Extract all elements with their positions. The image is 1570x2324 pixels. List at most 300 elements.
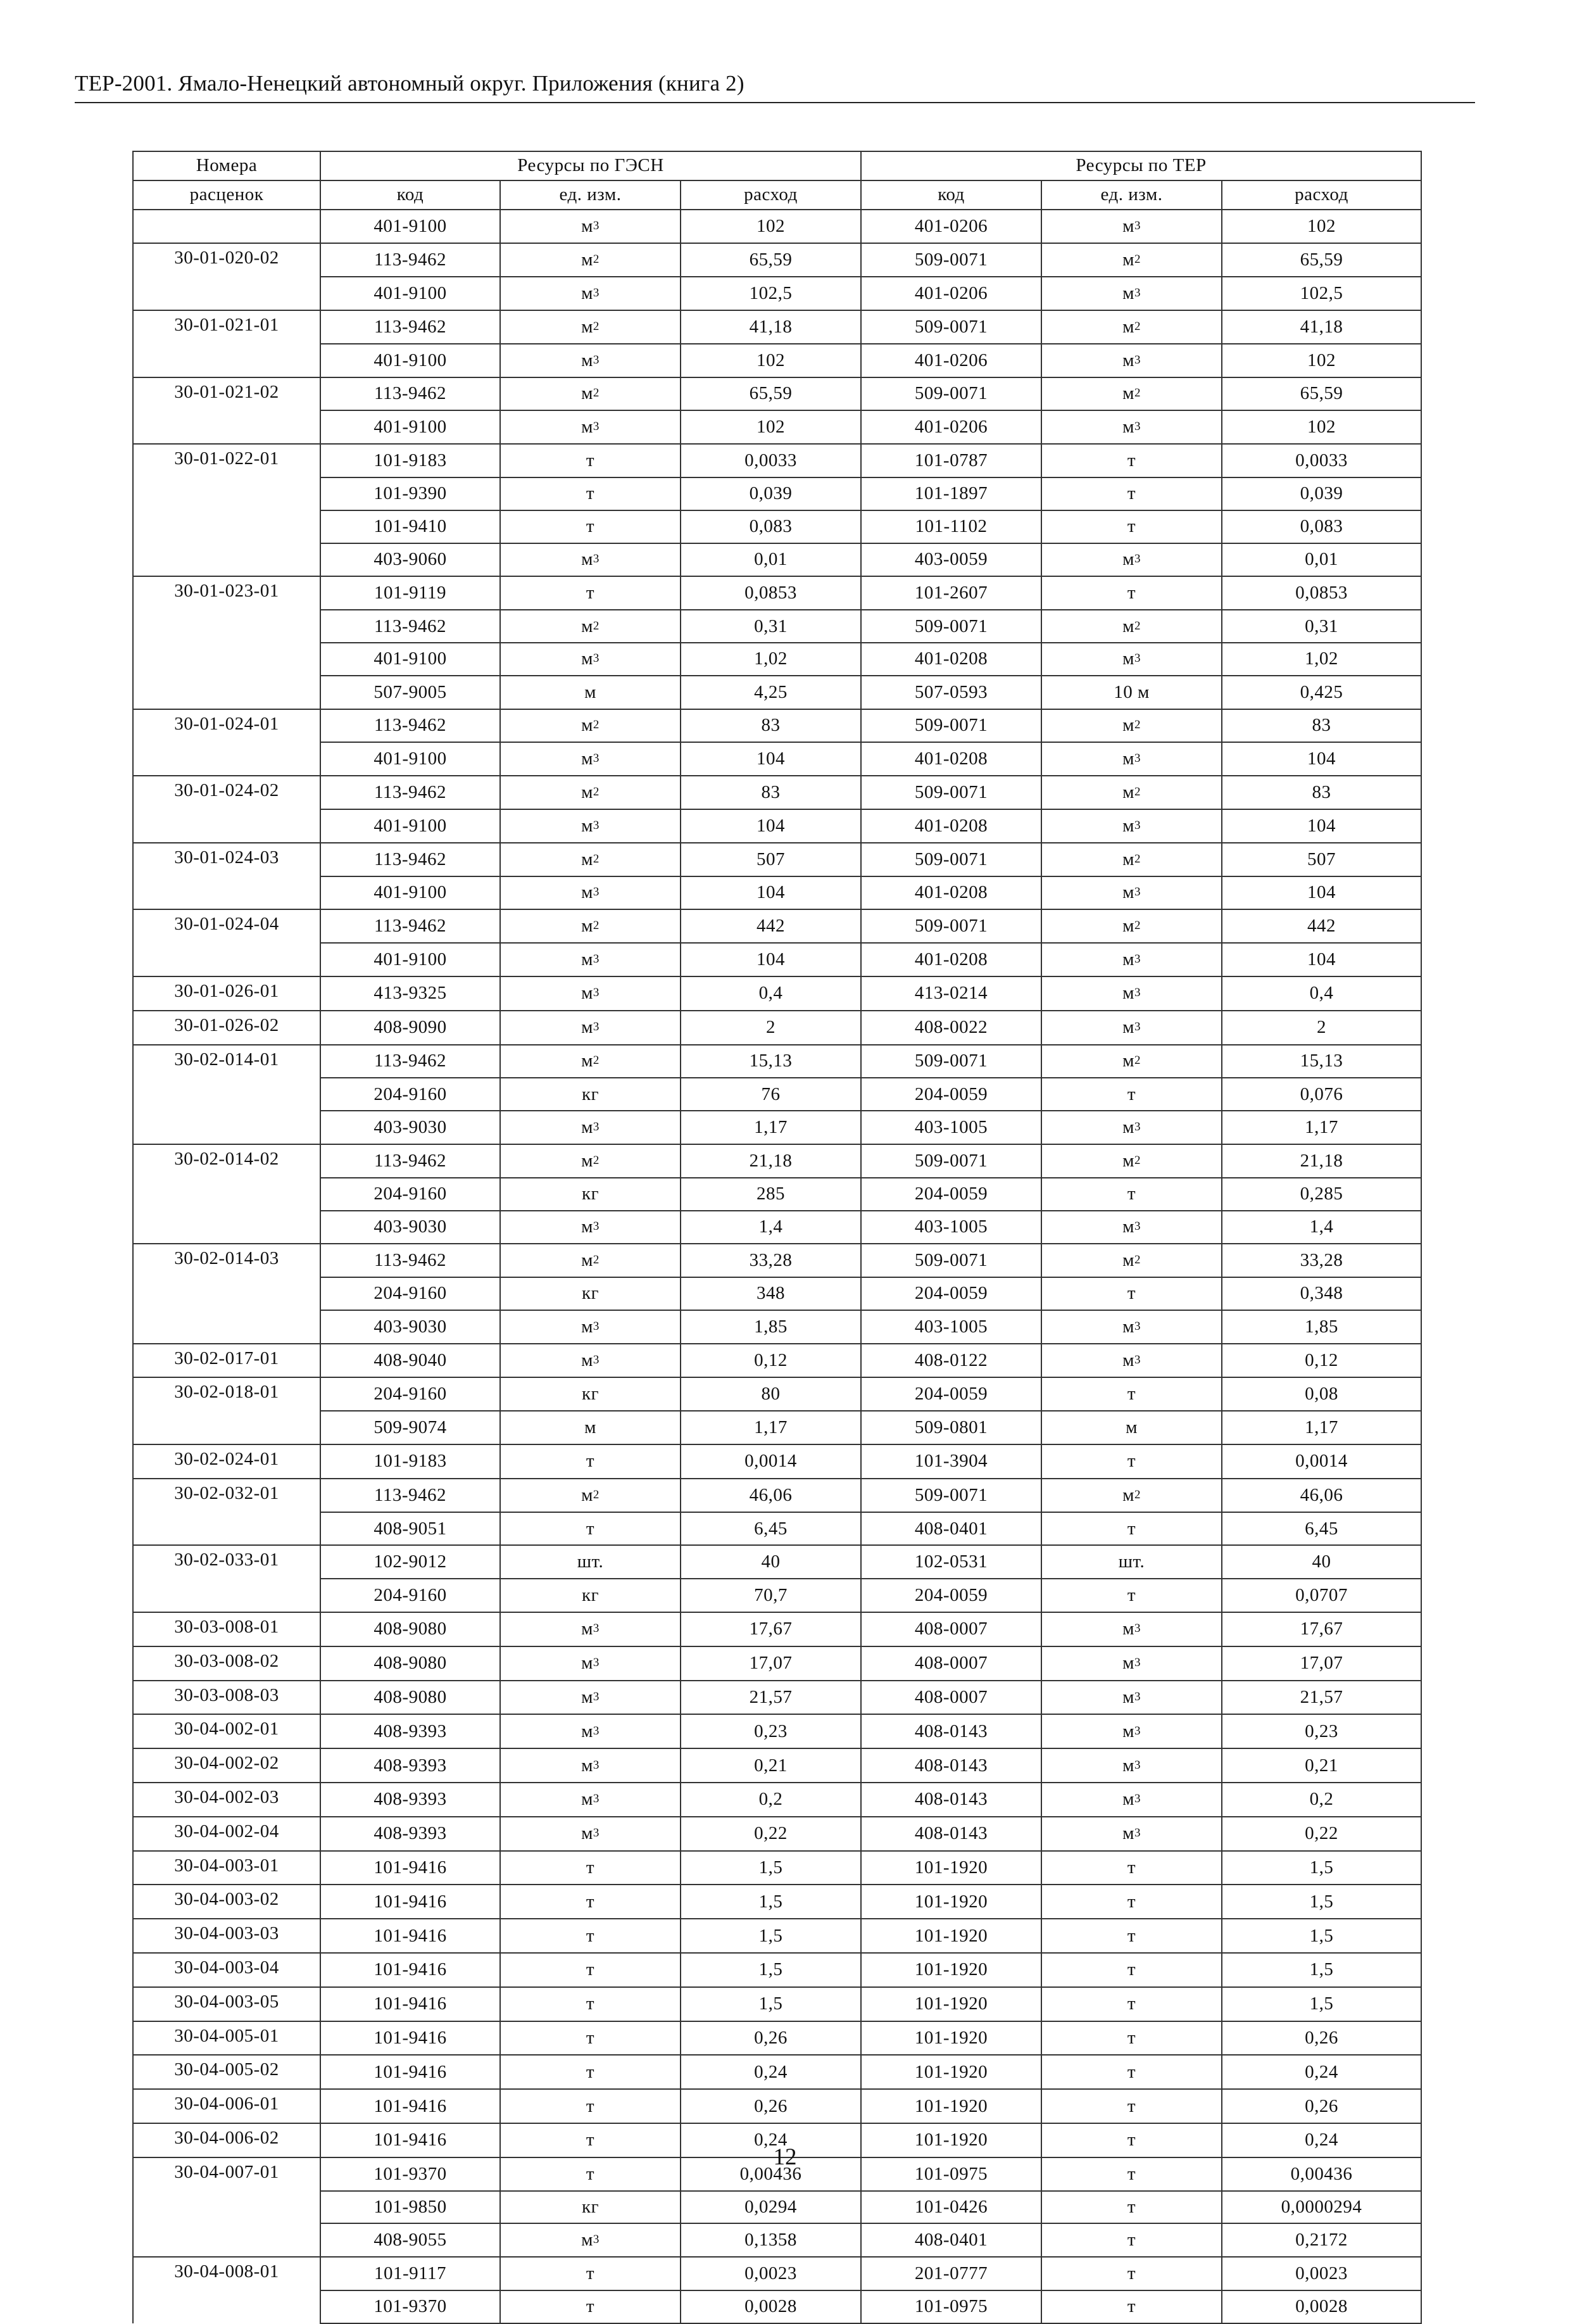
cell-ter-unit: $м^2$ — [1041, 1244, 1222, 1277]
cell-ter-unit: т — [1041, 2089, 1222, 2123]
cell-gesn-consumption: 348 — [681, 1277, 861, 1310]
cell-ter-code: 101-1897 — [861, 477, 1041, 510]
table-row — [133, 2021, 1421, 2056]
cell-ter-unit: т — [1041, 1953, 1222, 1987]
cell-gesn-code: 408-9040 — [320, 1344, 500, 1378]
cell-ter-unit: т — [1041, 444, 1222, 477]
cell-ter-consumption: 0,425 — [1222, 676, 1421, 709]
table-row — [133, 1111, 1421, 1144]
cell-ter-consumption: 0,26 — [1222, 2021, 1421, 2056]
cell-gesn-consumption: 104 — [681, 809, 861, 843]
cell-rate-number: 30-04-005-02 — [133, 2055, 320, 2089]
cell-ter-consumption: 0,23 — [1222, 1714, 1421, 1748]
cell-ter-consumption: 21,57 — [1222, 1681, 1421, 1715]
table-row — [133, 1714, 1421, 1748]
cell-gesn-code: 413-9325 — [320, 976, 500, 1011]
cell-gesn-consumption: 15,13 — [681, 1045, 861, 1078]
cell-rate-number: 30-03-008-01 — [133, 1612, 320, 1646]
cell-gesn-consumption: 102 — [681, 410, 861, 444]
cell-ter-unit: $м^3$ — [1041, 210, 1222, 244]
cell-gesn-code: 204-9160 — [320, 1579, 500, 1612]
cell-ter-code: 403-1005 — [861, 1211, 1041, 1244]
cell-ter-code: 101-0787 — [861, 444, 1041, 477]
cell-gesn-unit: $м^2$ — [500, 843, 681, 876]
cell-rate-number: 30-01-022-01 — [133, 444, 320, 477]
table-row — [133, 2257, 1421, 2290]
cell-rate-number: 30-01-024-04 — [133, 909, 320, 943]
cell-gesn-code: 408-9393 — [320, 1714, 500, 1748]
cell-gesn-unit: т — [500, 2290, 681, 2323]
table-row — [133, 1144, 1421, 1178]
cell-gesn-consumption: 1,5 — [681, 1919, 861, 1953]
cell-gesn-unit: т — [500, 2257, 681, 2290]
cell-ter-consumption: 0,2 — [1222, 1783, 1421, 1817]
cell-gesn-consumption: 0,12 — [681, 1344, 861, 1378]
cell-ter-unit: $м^2$ — [1041, 377, 1222, 411]
cell-ter-consumption: 0,31 — [1222, 610, 1421, 643]
cell-ter-unit: т — [1041, 1885, 1222, 1919]
cell-gesn-code: 408-9055 — [320, 2223, 500, 2257]
cell-ter-consumption: 65,59 — [1222, 377, 1421, 411]
cell-ter-consumption: 0,083 — [1222, 510, 1421, 543]
cell-ter-unit: т — [1041, 1851, 1222, 1885]
cell-ter-unit: т — [1041, 2055, 1222, 2089]
cell-gesn-consumption: 33,28 — [681, 1244, 861, 1277]
cell-gesn-unit: $м^3$ — [500, 876, 681, 910]
table-row — [133, 277, 1421, 310]
table-row — [133, 210, 1421, 244]
cell-gesn-consumption: 80 — [681, 1377, 861, 1411]
cell-ter-consumption: 442 — [1222, 909, 1421, 943]
cell-ter-unit: т — [1041, 2223, 1222, 2257]
cell-gesn-unit: т — [500, 1953, 681, 1987]
table-row — [133, 2223, 1421, 2257]
table-row — [133, 2191, 1421, 2224]
table-row — [133, 1277, 1421, 1310]
cell-gesn-unit: м — [500, 1411, 681, 1444]
cell-ter-consumption: 0,0014 — [1222, 1444, 1421, 1479]
cell-ter-code: 401-0208 — [861, 876, 1041, 910]
cell-gesn-consumption: 0,1358 — [681, 2223, 861, 2257]
cell-ter-code: 408-0143 — [861, 1748, 1041, 1783]
cell-ter-unit: $м^2$ — [1041, 843, 1222, 876]
cell-gesn-consumption: 102,5 — [681, 277, 861, 310]
cell-gesn-code: 401-9100 — [320, 210, 500, 244]
cell-rate-number: 30-02-032-01 — [133, 1479, 320, 1512]
cell-ter-consumption: 0,0028 — [1222, 2290, 1421, 2323]
cell-gesn-code: 408-9090 — [320, 1011, 500, 1045]
cell-ter-unit: т — [1041, 576, 1222, 610]
table-row — [133, 1987, 1421, 2021]
cell-ter-code: 101-0426 — [861, 2191, 1041, 2224]
cell-gesn-unit: т — [500, 2089, 681, 2123]
cell-gesn-consumption: 17,67 — [681, 1612, 861, 1646]
cell-gesn-code: 408-9080 — [320, 1646, 500, 1681]
cell-gesn-unit: кг — [500, 1579, 681, 1612]
cell-ter-consumption: 0,24 — [1222, 2123, 1421, 2157]
cell-ter-code: 204-0059 — [861, 1178, 1041, 1211]
cell-ter-consumption: 104 — [1222, 809, 1421, 843]
header-gesn-consumption: расход — [681, 180, 861, 210]
cell-gesn-unit: кг — [500, 1277, 681, 1310]
cell-ter-consumption: 17,07 — [1222, 1646, 1421, 1681]
cell-ter-unit: $м^3$ — [1041, 742, 1222, 776]
cell-rate-number: 30-04-003-01 — [133, 1851, 320, 1885]
table-row — [133, 1211, 1421, 1244]
cell-rate-number: 30-02-014-03 — [133, 1244, 320, 1277]
cell-ter-code: 401-0208 — [861, 643, 1041, 676]
header-ter-consumption: расход — [1222, 180, 1421, 210]
cell-ter-unit: $м^2$ — [1041, 243, 1222, 277]
cell-ter-unit: т — [1041, 1987, 1222, 2021]
cell-ter-unit: т — [1041, 510, 1222, 543]
table-row — [133, 1045, 1421, 1078]
cell-rate-number — [133, 277, 320, 310]
table-row — [133, 1310, 1421, 1344]
cell-ter-unit: $м^2$ — [1041, 310, 1222, 344]
cell-ter-unit: т — [1041, 2257, 1222, 2290]
cell-rate-number — [133, 2191, 320, 2224]
table-row — [133, 576, 1421, 610]
cell-gesn-code: 101-9416 — [320, 2123, 500, 2157]
cell-rate-number — [133, 1111, 320, 1144]
cell-gesn-code: 401-9100 — [320, 643, 500, 676]
cell-ter-consumption: 0,22 — [1222, 1817, 1421, 1851]
cell-gesn-unit: $м^3$ — [500, 1310, 681, 1344]
cell-ter-unit: шт. — [1041, 1545, 1222, 1579]
cell-ter-unit: $м^3$ — [1041, 943, 1222, 976]
cell-ter-consumption: 507 — [1222, 843, 1421, 876]
table-row — [133, 976, 1421, 1011]
cell-ter-code: 408-0007 — [861, 1646, 1041, 1681]
cell-gesn-code: 101-9416 — [320, 2021, 500, 2056]
cell-ter-unit: $м^3$ — [1041, 876, 1222, 910]
cell-gesn-code: 101-9370 — [320, 2290, 500, 2323]
cell-gesn-consumption: 6,45 — [681, 1512, 861, 1546]
table-row — [133, 2089, 1421, 2123]
cell-ter-code: 509-0071 — [861, 1045, 1041, 1078]
cell-gesn-unit: $м^3$ — [500, 1011, 681, 1045]
cell-ter-code: 102-0531 — [861, 1545, 1041, 1579]
cell-rate-number — [133, 876, 320, 910]
cell-gesn-consumption: 1,4 — [681, 1211, 861, 1244]
table-row — [133, 1512, 1421, 1546]
table-row — [133, 444, 1421, 477]
cell-gesn-code: 408-9080 — [320, 1681, 500, 1715]
cell-ter-code: 204-0059 — [861, 1078, 1041, 1111]
cell-gesn-consumption: 4,25 — [681, 676, 861, 709]
cell-ter-consumption: 0,24 — [1222, 2055, 1421, 2089]
cell-gesn-consumption: 285 — [681, 1178, 861, 1211]
cell-ter-code: 509-0071 — [861, 776, 1041, 809]
cell-ter-unit: $м^3$ — [1041, 1783, 1222, 1817]
cell-rate-number — [133, 2223, 320, 2257]
cell-ter-consumption: 0,00436 — [1222, 2157, 1421, 2191]
table-row — [133, 2290, 1421, 2323]
cell-gesn-unit: кг — [500, 2191, 681, 2224]
cell-ter-code: 101-1920 — [861, 1987, 1041, 2021]
cell-ter-unit: т — [1041, 1078, 1222, 1111]
cell-rate-number — [133, 809, 320, 843]
cell-rate-number: 30-03-008-03 — [133, 1681, 320, 1715]
cell-ter-code: 401-0208 — [861, 943, 1041, 976]
cell-rate-number — [133, 1211, 320, 1244]
cell-gesn-unit: $м^3$ — [500, 1748, 681, 1783]
cell-gesn-consumption: 0,0014 — [681, 1444, 861, 1479]
cell-rate-number: 30-01-024-01 — [133, 709, 320, 743]
cell-gesn-consumption: 0,31 — [681, 610, 861, 643]
cell-ter-unit: $м^3$ — [1041, 1748, 1222, 1783]
cell-gesn-unit: $м^3$ — [500, 410, 681, 444]
cell-ter-unit: т — [1041, 1444, 1222, 1479]
table-row — [133, 243, 1421, 277]
cell-ter-code: 403-0059 — [861, 543, 1041, 577]
resource-mapping-table — [132, 151, 1422, 2324]
cell-gesn-code: 101-9416 — [320, 1987, 500, 2021]
cell-ter-code: 204-0059 — [861, 1579, 1041, 1612]
cell-gesn-unit: т — [500, 1444, 681, 1479]
cell-ter-consumption: 21,18 — [1222, 1144, 1421, 1178]
table-row — [133, 1011, 1421, 1045]
table-row — [133, 1783, 1421, 1817]
cell-ter-unit: $м^3$ — [1041, 344, 1222, 377]
cell-ter-unit: т — [1041, 1178, 1222, 1211]
cell-ter-unit: т — [1041, 2191, 1222, 2224]
cell-rate-number: 30-04-006-02 — [133, 2123, 320, 2157]
cell-gesn-code: 401-9100 — [320, 943, 500, 976]
table-row — [133, 1817, 1421, 1851]
cell-ter-unit: т — [1041, 2123, 1222, 2157]
cell-rate-number — [133, 477, 320, 510]
cell-gesn-unit: $м^3$ — [500, 344, 681, 377]
cell-gesn-unit: $м^3$ — [500, 1111, 681, 1144]
cell-rate-number — [133, 344, 320, 377]
cell-ter-code: 101-1920 — [861, 2055, 1041, 2089]
cell-ter-consumption: 41,18 — [1222, 310, 1421, 344]
cell-gesn-unit: $м^3$ — [500, 1646, 681, 1681]
cell-ter-consumption: 0,21 — [1222, 1748, 1421, 1783]
cell-rate-number — [133, 742, 320, 776]
cell-gesn-unit: $м^2$ — [500, 377, 681, 411]
cell-ter-unit: т — [1041, 2290, 1222, 2323]
cell-gesn-code: 113-9462 — [320, 776, 500, 809]
cell-ter-code: 204-0059 — [861, 1277, 1041, 1310]
cell-ter-consumption: 0,348 — [1222, 1277, 1421, 1310]
cell-ter-code: 408-0143 — [861, 1714, 1041, 1748]
cell-ter-consumption: 0,0023 — [1222, 2257, 1421, 2290]
cell-gesn-unit: $м^2$ — [500, 776, 681, 809]
cell-gesn-code: 509-9074 — [320, 1411, 500, 1444]
cell-rate-number: 30-01-026-01 — [133, 976, 320, 1011]
cell-rate-number: 30-04-007-01 — [133, 2157, 320, 2191]
cell-gesn-unit: т — [500, 2123, 681, 2157]
cell-rate-number — [133, 1277, 320, 1310]
cell-gesn-consumption: 21,57 — [681, 1681, 861, 1715]
cell-ter-unit: $м^3$ — [1041, 277, 1222, 310]
cell-rate-number: 30-02-017-01 — [133, 1344, 320, 1378]
cell-gesn-unit: $м^3$ — [500, 2223, 681, 2257]
cell-ter-unit: $м^2$ — [1041, 909, 1222, 943]
cell-gesn-unit: $м^3$ — [500, 1817, 681, 1851]
cell-gesn-unit: т — [500, 1987, 681, 2021]
cell-ter-consumption: 6,45 — [1222, 1512, 1421, 1546]
cell-rate-number: 30-04-002-03 — [133, 1783, 320, 1817]
cell-gesn-unit: $м^3$ — [500, 210, 681, 244]
cell-rate-number: 30-02-014-02 — [133, 1144, 320, 1178]
cell-gesn-unit: т — [500, 477, 681, 510]
cell-ter-consumption: 0,12 — [1222, 1344, 1421, 1378]
cell-ter-unit: т — [1041, 1277, 1222, 1310]
table-row — [133, 1244, 1421, 1277]
cell-rate-number — [133, 1579, 320, 1612]
cell-ter-code: 101-1920 — [861, 2123, 1041, 2157]
cell-ter-consumption: 2 — [1222, 1011, 1421, 1045]
cell-gesn-consumption: 1,17 — [681, 1411, 861, 1444]
cell-ter-consumption: 102 — [1222, 344, 1421, 377]
table-row — [133, 477, 1421, 510]
cell-gesn-consumption: 1,17 — [681, 1111, 861, 1144]
cell-gesn-consumption: 0,00436 — [681, 2157, 861, 2191]
cell-gesn-code: 204-9160 — [320, 1277, 500, 1310]
table-row — [133, 1444, 1421, 1479]
cell-ter-unit: $м^3$ — [1041, 1612, 1222, 1646]
table-body — [133, 210, 1421, 2323]
cell-ter-unit: $м^3$ — [1041, 1646, 1222, 1681]
table-row — [133, 1953, 1421, 1987]
cell-ter-unit: т — [1041, 1579, 1222, 1612]
table-row — [133, 1545, 1421, 1579]
cell-ter-unit: $м^3$ — [1041, 1310, 1222, 1344]
cell-gesn-consumption: 104 — [681, 876, 861, 910]
cell-ter-unit: т — [1041, 1919, 1222, 1953]
cell-rate-number: 30-01-021-02 — [133, 377, 320, 411]
cell-gesn-unit: $м^2$ — [500, 610, 681, 643]
cell-ter-code: 101-0975 — [861, 2290, 1041, 2323]
cell-rate-number: 30-01-021-01 — [133, 310, 320, 344]
cell-gesn-code: 401-9100 — [320, 410, 500, 444]
table-row — [133, 377, 1421, 411]
cell-gesn-consumption: 70,7 — [681, 1579, 861, 1612]
cell-ter-consumption: 1,17 — [1222, 1111, 1421, 1144]
cell-gesn-code: 101-9370 — [320, 2157, 500, 2191]
cell-ter-consumption: 17,67 — [1222, 1612, 1421, 1646]
cell-gesn-unit: т — [500, 576, 681, 610]
cell-gesn-consumption: 0,0853 — [681, 576, 861, 610]
cell-rate-number: 30-04-003-02 — [133, 1885, 320, 1919]
table-row — [133, 1377, 1421, 1411]
cell-ter-consumption: 104 — [1222, 742, 1421, 776]
cell-ter-unit: $м^3$ — [1041, 543, 1222, 577]
cell-gesn-code: 101-9390 — [320, 477, 500, 510]
cell-gesn-code: 401-9100 — [320, 742, 500, 776]
cell-ter-unit: $м^2$ — [1041, 709, 1222, 743]
cell-ter-unit: $м^3$ — [1041, 1111, 1222, 1144]
cell-gesn-consumption: 104 — [681, 943, 861, 976]
cell-gesn-code: 113-9462 — [320, 1479, 500, 1512]
cell-gesn-consumption: 1,5 — [681, 1885, 861, 1919]
cell-ter-consumption: 0,0000294 — [1222, 2191, 1421, 2224]
cell-ter-consumption: 1,5 — [1222, 1885, 1421, 1919]
cell-rate-number — [133, 543, 320, 577]
table-row — [133, 1748, 1421, 1783]
cell-ter-code: 509-0071 — [861, 843, 1041, 876]
cell-rate-number: 30-04-003-04 — [133, 1953, 320, 1987]
cell-gesn-code: 113-9462 — [320, 610, 500, 643]
cell-ter-unit: $м^2$ — [1041, 776, 1222, 809]
cell-rate-number: 30-01-026-02 — [133, 1011, 320, 1045]
cell-rate-number: 30-04-003-05 — [133, 1987, 320, 2021]
cell-ter-code: 403-1005 — [861, 1111, 1041, 1144]
cell-gesn-consumption: 442 — [681, 909, 861, 943]
cell-gesn-unit: $м^3$ — [500, 1714, 681, 1748]
cell-gesn-unit: т — [500, 1851, 681, 1885]
cell-gesn-consumption: 0,0033 — [681, 444, 861, 477]
cell-gesn-code: 204-9160 — [320, 1377, 500, 1411]
table-row — [133, 1646, 1421, 1681]
cell-ter-unit: $м^3$ — [1041, 1681, 1222, 1715]
cell-ter-code: 401-0206 — [861, 410, 1041, 444]
cell-gesn-consumption: 0,22 — [681, 1817, 861, 1851]
cell-ter-code: 101-0975 — [861, 2157, 1041, 2191]
cell-rate-number: 30-01-024-02 — [133, 776, 320, 809]
cell-gesn-code: 408-9393 — [320, 1748, 500, 1783]
cell-ter-unit: $м^3$ — [1041, 976, 1222, 1011]
cell-gesn-unit: $м^3$ — [500, 1681, 681, 1715]
cell-gesn-unit: $м^3$ — [500, 1211, 681, 1244]
cell-rate-number — [133, 1178, 320, 1211]
cell-gesn-unit: $м^3$ — [500, 643, 681, 676]
cell-gesn-code: 113-9462 — [320, 1244, 500, 1277]
cell-rate-number: 30-02-024-01 — [133, 1444, 320, 1479]
cell-gesn-code: 403-9030 — [320, 1211, 500, 1244]
cell-gesn-consumption: 2 — [681, 1011, 861, 1045]
cell-gesn-code: 113-9462 — [320, 1045, 500, 1078]
cell-ter-consumption: 46,06 — [1222, 1479, 1421, 1512]
cell-gesn-code: 101-9850 — [320, 2191, 500, 2224]
cell-rate-number — [133, 643, 320, 676]
cell-rate-number: 30-04-002-04 — [133, 1817, 320, 1851]
cell-gesn-consumption: 65,59 — [681, 243, 861, 277]
cell-gesn-consumption: 104 — [681, 742, 861, 776]
cell-ter-consumption: 1,5 — [1222, 1851, 1421, 1885]
cell-gesn-code: 101-9117 — [320, 2257, 500, 2290]
cell-gesn-code: 101-9416 — [320, 1851, 500, 1885]
cell-ter-code: 401-0206 — [861, 277, 1041, 310]
cell-ter-code: 201-0777 — [861, 2257, 1041, 2290]
cell-rate-number: 30-04-003-03 — [133, 1919, 320, 1953]
cell-rate-number: 30-04-008-01 — [133, 2257, 320, 2290]
cell-gesn-consumption: 507 — [681, 843, 861, 876]
cell-ter-consumption: 0,0853 — [1222, 576, 1421, 610]
cell-gesn-unit: м — [500, 676, 681, 709]
cell-gesn-code: 408-9393 — [320, 1783, 500, 1817]
cell-gesn-consumption: 0,24 — [681, 2123, 861, 2157]
table-row — [133, 1681, 1421, 1715]
cell-ter-code: 401-0206 — [861, 210, 1041, 244]
cell-ter-code: 408-0007 — [861, 1681, 1041, 1715]
cell-gesn-consumption: 0,0023 — [681, 2257, 861, 2290]
cell-gesn-code: 401-9100 — [320, 344, 500, 377]
cell-gesn-code: 403-9030 — [320, 1111, 500, 1144]
cell-ter-unit: т — [1041, 2021, 1222, 2056]
cell-gesn-consumption: 0,4 — [681, 976, 861, 1011]
cell-ter-unit: м — [1041, 1411, 1222, 1444]
cell-ter-unit: $м^3$ — [1041, 1817, 1222, 1851]
cell-gesn-unit: т — [500, 1919, 681, 1953]
cell-gesn-code: 101-9119 — [320, 576, 500, 610]
cell-gesn-unit: $м^2$ — [500, 1045, 681, 1078]
cell-rate-number: 30-03-008-02 — [133, 1646, 320, 1681]
